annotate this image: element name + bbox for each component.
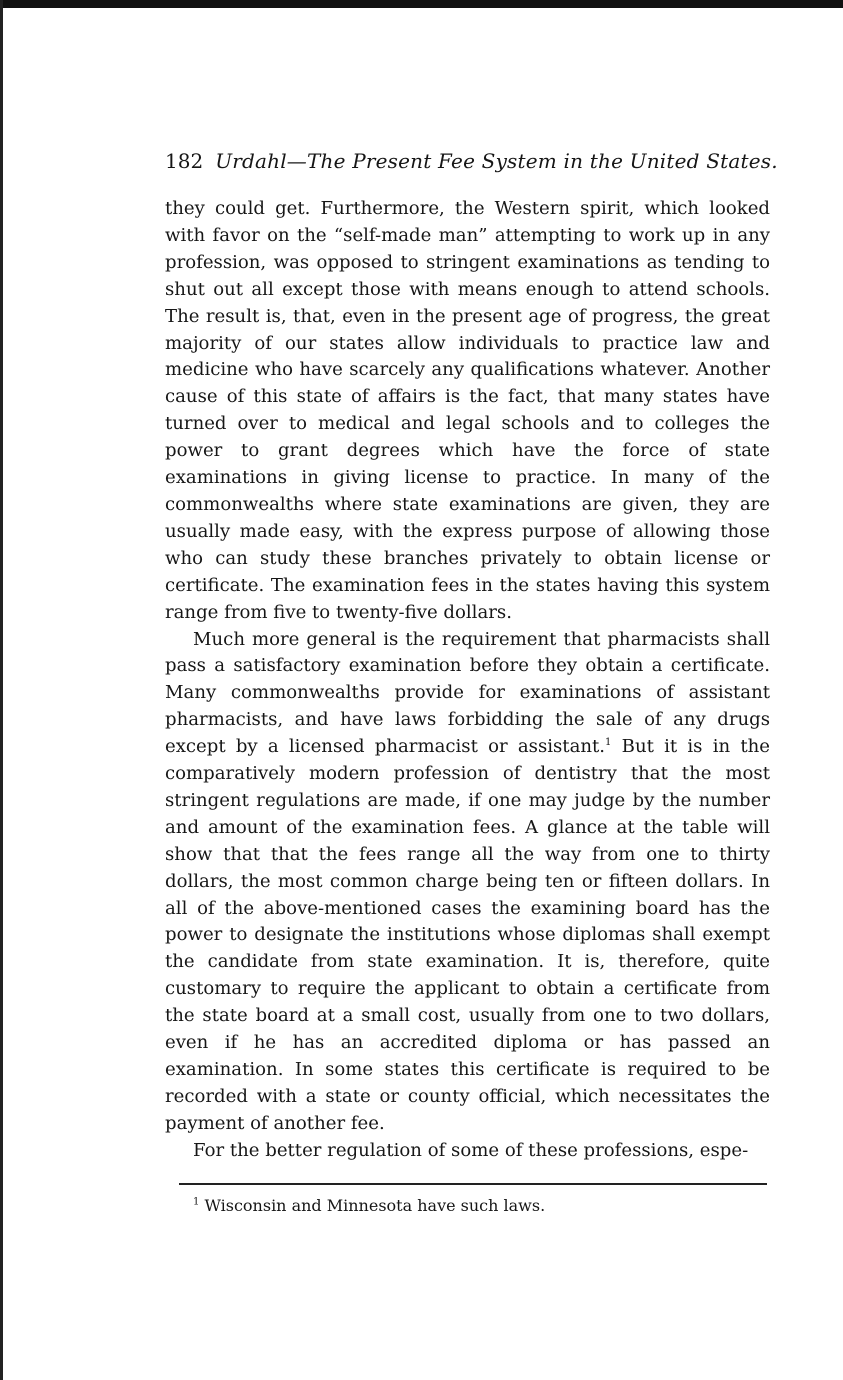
running-title: Urdahl—The Present Fee System in the United States. xyxy=(215,149,778,173)
paragraph-2-text: Much more general is the requirement that pharmacists shall pass a satisfactory examination before they obtain a certificate. Many commonwealths provide for examinations of assistant pharmacists, and have laws forbidding the sale of any drugs except by a licensed pharmacist or assistant. xyxy=(165,628,770,758)
footnote-marker: 1 xyxy=(193,1196,200,1208)
running-head xyxy=(165,146,778,180)
footnote-reference: 1 xyxy=(605,737,612,749)
paragraph-3: For the better regulation of some of these professions, espe- xyxy=(193,1139,749,1161)
scan-top-border xyxy=(0,0,843,8)
page-number: 182 xyxy=(165,149,204,173)
footnote-divider xyxy=(179,1183,767,1185)
footnote-text: Wisconsin and Minnesota have such laws. xyxy=(199,1195,546,1215)
scan-left-border xyxy=(0,0,3,1380)
paragraph-2 xyxy=(165,627,770,1138)
body-text xyxy=(165,196,770,1165)
footnote xyxy=(165,1195,770,1217)
paragraph-1: they could get. Furthermore, the Western spirit, which looked with favor on the “self-made man” attempting to work up in any profession, was opposed to stringent examinations as tending to shut out all except those with means enough to attend schools. The result is, that, even in the present age of progress, the great majority of our states allow individuals to practice law and medicine who have scarcely any qualifications whatever. Another cause of this state of affairs is the fact, that many states have turned over to medical and legal schools and to colleges the power to grant degrees which have the force of state examinations in giving license to practice. In many of the commonwealths where state examinations are given, they are usually made easy, with the express purpose of allowing those who can study these branches privately to obtain license or certificate. The examination fees in the states having this system range from five to twenty-five dollars. xyxy=(165,198,770,623)
paragraph-2-continuation: But it is in the comparatively modern profession of dentistry that the most stringent regulations are made, if one may judge by the number and amount of the examination fees. A glance at the table will show that that the fees range all the way from one to thirty dollars, the most common charge being ten or fifteen dollars. In all of the above-mentioned cases the examining board has the power to designate the institutions whose diplomas shall exempt the candidate from state examination. It is, therefore, quite customary to require the applicant to obtain a certificate from the state board at a small cost, usually from one to two dollars, even if he has an accredited diploma or has passed an examination. In some states this certificate is required to be recorded with a state or county official, which necessitates the payment of another fee. xyxy=(165,736,771,1134)
book-page xyxy=(165,146,778,1217)
